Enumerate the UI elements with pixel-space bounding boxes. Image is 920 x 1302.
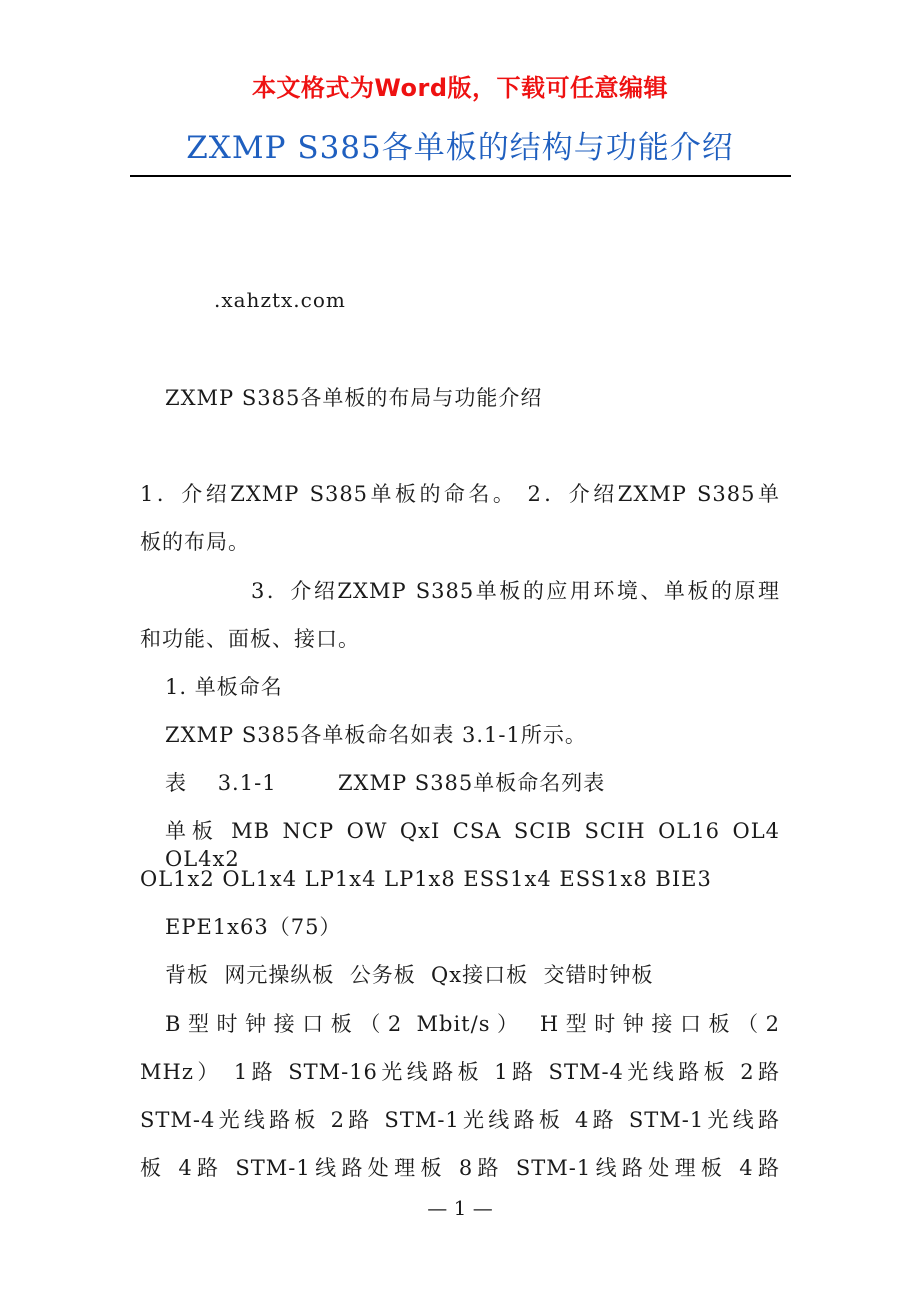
paragraph-line: MHz） 1路 STM-16光线路板 1路 STM-4光线路板 2路 <box>140 1060 780 1084</box>
source-line: .xahztx.com <box>214 288 346 312</box>
section-heading: 1. 单板命名 <box>165 675 283 699</box>
paragraph-line: 3．介绍ZXMP S385单板的应用环境、单板的原理 <box>251 579 780 603</box>
paragraph-line: EPE1x63（75） <box>165 915 342 939</box>
title-divider <box>130 175 791 177</box>
paragraph-line: ZXMP S385各单板命名如表 3.1-1所示。 <box>165 723 587 747</box>
section-subtitle: ZXMP S385各单板的布局与功能介绍 <box>165 386 543 410</box>
paragraph-line: 背板 网元操纵板 公务板 Qx接口板 交错时钟板 <box>165 963 654 987</box>
table-caption: 表 3.1-1 ZXMP S385单板命名列表 <box>165 771 606 795</box>
paragraph-line: STM-4光线路板 2路 STM-1光线路板 4路 STM-1光线路 <box>140 1108 780 1132</box>
document-title: ZXMP S385各单板的结构与功能介绍 <box>186 130 734 166</box>
paragraph-line: OL1x2 OL1x4 LP1x4 LP1x8 ESS1x4 ESS1x8 BIE3 <box>140 867 712 891</box>
paragraph-line: 单板 MB NCP OW QxI CSA SCIB SCIH OL16 OL4 OL4x2 <box>165 819 780 871</box>
paragraph-line: 1．介绍ZXMP S385单板的命名。 2．介绍ZXMP S385单 <box>140 482 780 506</box>
paragraph-line: 板 4路 STM-1线路处理板 8路 STM-1线路处理板 4路 <box>140 1156 780 1180</box>
paragraph-line: 和功能、面板、接口。 <box>140 627 360 651</box>
paragraph-line: B型时钟接口板（2 Mbit/s） H型时钟接口板（2 <box>165 1012 780 1036</box>
page-number: — 1 — <box>427 1196 493 1220</box>
paragraph-line: 板的布局。 <box>140 530 250 554</box>
banner-notice: 本文格式为Word版，下载可任意编辑 <box>251 74 669 102</box>
